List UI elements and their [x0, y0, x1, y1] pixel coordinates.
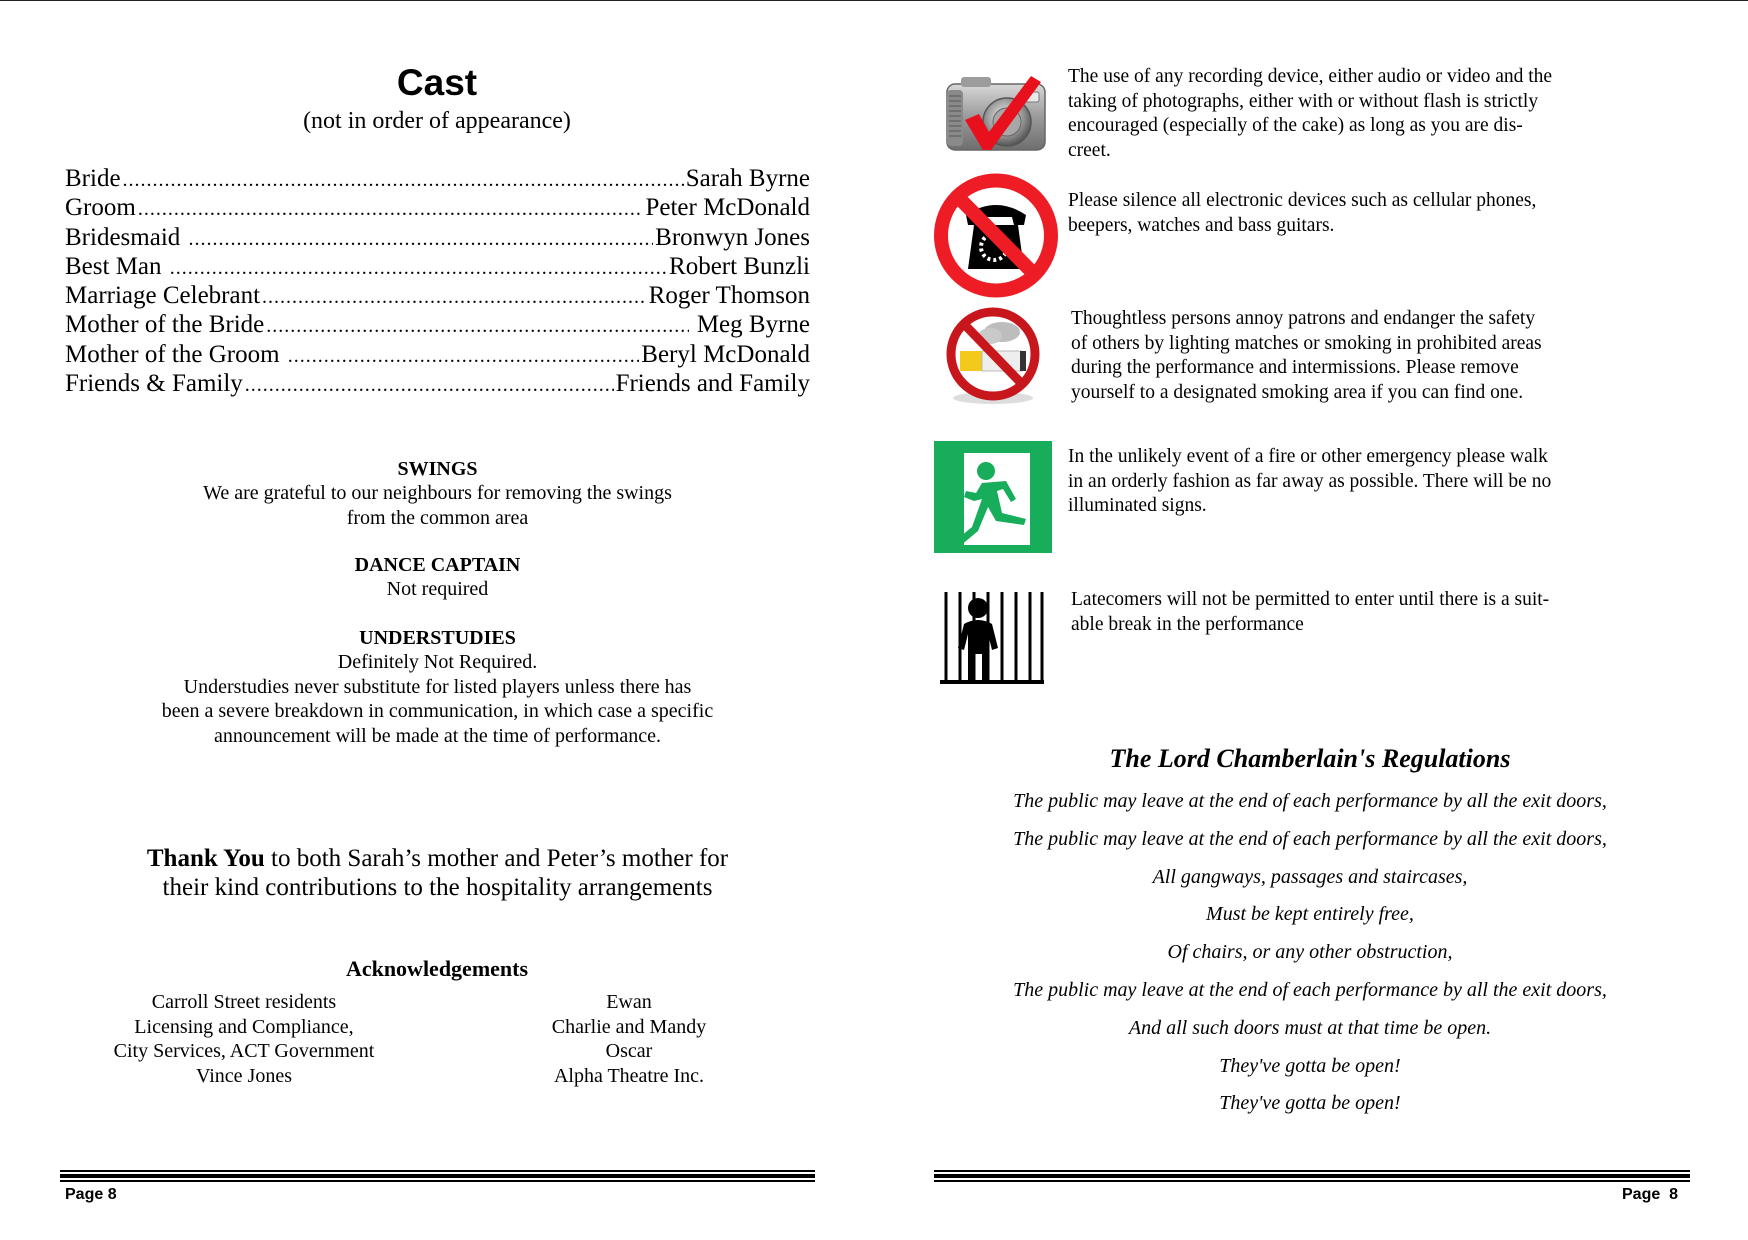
cast-role: Mother of the Groom [65, 340, 286, 368]
acknowledgements-title: Acknowledgements [345, 956, 529, 981]
swings-text-line: We are grateful to our neighbours for removing the swings [203, 482, 672, 504]
acknowledgement-item: Ewan [606, 991, 652, 1013]
acknowledgement-item: Charlie and Mandy [551, 1015, 707, 1038]
notice-line: during the performance and intermissions. Please remove [1071, 357, 1519, 378]
dance-captain-heading: DANCE CAPTAIN [354, 554, 521, 576]
dot-leader [170, 254, 667, 283]
cast-row [65, 193, 810, 222]
acknowledgement-item: Alpha Theatre Inc. [553, 1064, 705, 1087]
notice-line: yourself to a designated smoking area if you can find one. [1071, 381, 1524, 403]
cast-role: Bride [65, 165, 121, 192]
cast-role: Best Man [65, 252, 168, 280]
thank-you-rest: to both Sarah’s mother and Peter’s mother for [264, 845, 729, 872]
cast-actor: Friends and Family [615, 370, 810, 398]
understudies-heading: UNDERSTUDIES [359, 627, 516, 649]
dot-leader [138, 195, 644, 224]
cast-actor: Bronwyn Jones [655, 223, 810, 251]
no-phone-icon [934, 173, 1058, 298]
regulation-line: They've gotta be open! [1219, 1092, 1401, 1115]
thank-you-note [60, 844, 815, 902]
acknowledgement-item: Oscar [605, 1040, 653, 1062]
notice-line: in an orderly fashion as far away as possible. There will be no [1068, 470, 1552, 492]
dot-leader [262, 283, 647, 312]
dot-leader [123, 166, 684, 195]
notice-smoking [1071, 307, 1691, 405]
cast-actor: Roger Thomson [648, 282, 810, 310]
regulation-line: All gangways, passages and staircases, [1152, 865, 1468, 888]
regulation-line: The public may leave at the end of each performance by all the exit doors, [1013, 790, 1607, 812]
cast-list [65, 164, 810, 398]
cast-actor: Peter McDonald [645, 194, 810, 222]
dot-leader [266, 312, 688, 341]
notice-line: taking of photographs, either with or without flash is strictly [1068, 90, 1539, 112]
cast-row [65, 164, 810, 193]
acknowledgement-item: Vince Jones [196, 1064, 292, 1087]
thank-you-bold: Thank You [146, 845, 265, 872]
cast-row [65, 310, 810, 339]
dot-leader [288, 342, 639, 371]
notice-line: creet. [1068, 139, 1111, 161]
cast-row [65, 223, 810, 252]
acknowledgements-right-column [439, 990, 819, 1088]
understudies-text-line: announcement will be made at the time of performance. [213, 724, 662, 747]
notice-silence-devices [1068, 189, 1688, 238]
dance-captain-section [60, 553, 815, 602]
cast-subtitle: (not in order of appearance) [303, 108, 571, 134]
emergency-exit-icon [934, 441, 1052, 553]
understudies-text-line: been a severe breakdown in communication, in which case a specific [161, 700, 714, 722]
notice-line: Please silence all electronic devices such as cellular phones, [1068, 190, 1537, 211]
understudies-text-line: Definitely Not Required. [337, 651, 538, 673]
notice-line: encouraged (especially of the cake) as long as you are dis- [1068, 115, 1523, 136]
swings-heading: SWINGS [397, 458, 478, 480]
dot-leader [189, 225, 654, 254]
dot-leader [245, 371, 614, 400]
understudies-section [60, 626, 815, 748]
regulation-line: Of chairs, or any other obstruction, [1167, 941, 1453, 964]
regulation-line: Must be kept entirely free, [1206, 903, 1414, 926]
footer-rule-left [60, 1170, 815, 1182]
notice-emergency [1068, 445, 1688, 519]
regulation-line: The public may leave at the end of each performance by all the exit doors, [1013, 827, 1607, 850]
notice-recording [1068, 65, 1688, 163]
notice-line: In the unlikely event of a fire or other emergency please walk [1068, 446, 1548, 467]
cast-row [65, 252, 810, 281]
cast-role: Marriage Celebrant [65, 282, 261, 310]
cast-row [65, 369, 810, 398]
regulation-line: They've gotta be open! [1219, 1054, 1401, 1077]
notice-line: of others by lighting matches or smoking in prohibited areas [1071, 332, 1542, 354]
cast-role: Mother of the Bride [65, 311, 265, 339]
cast-role: Groom [65, 194, 136, 222]
cast-actor: Meg Byrne [690, 311, 810, 339]
notice-line: Thoughtless persons annoy patrons and endanger the safety [1071, 308, 1536, 329]
regulation-line: The public may leave at the end of each performance by all the exit doors, [1013, 978, 1607, 1001]
notice-line: The use of any recording device, either audio or video and the [1068, 66, 1553, 87]
thank-you-line-1 [60, 844, 815, 873]
acknowledgement-item: Carroll Street residents [151, 991, 337, 1013]
thank-you-line-2: their kind contributions to the hospitality arrangements [162, 874, 713, 901]
dance-captain-text: Not required [386, 578, 489, 600]
cast-row [65, 281, 810, 310]
cast-actor: Beryl McDonald [641, 340, 810, 368]
notice-latecomers [1071, 588, 1691, 637]
notice-line: beepers, watches and bass guitars. [1068, 214, 1335, 236]
swings-section [60, 457, 815, 530]
cast-actor: Sarah Byrne [685, 165, 810, 192]
page-top-edge [0, 0, 1748, 1]
cast-actor: Robert Bunzli [669, 252, 810, 280]
jail-icon [938, 588, 1046, 685]
notice-line: Latecomers will not be permitted to enter until there is a suit- [1071, 589, 1550, 610]
regulations-lines [930, 786, 1690, 1126]
understudies-text-line: Understudies never substitute for listed players unless there has [183, 675, 692, 698]
acknowledgements-left-column [54, 990, 434, 1088]
page-number-left: Page 8 [65, 1186, 117, 1203]
regulations-title: The Lord Chamberlain's Regulations [1109, 744, 1511, 773]
regulation-line: And all such doors must at that time be open. [1128, 1016, 1492, 1039]
notice-line: able break in the performance [1071, 613, 1304, 635]
no-smoking-icon [940, 306, 1047, 406]
swings-text-line: from the common area [346, 506, 529, 529]
cast-role: Bridesmaid [65, 223, 187, 251]
acknowledgement-item: Licensing and Compliance, [134, 1015, 354, 1038]
camera-check-icon [943, 72, 1049, 154]
cast-row [65, 340, 810, 369]
cast-role: Friends & Family [65, 370, 243, 398]
cast-title: Cast [396, 62, 478, 103]
page-number-right: Page 8 [1622, 1186, 1679, 1203]
notice-line: illuminated signs. [1068, 495, 1207, 516]
acknowledgement-item: City Services, ACT Government [113, 1040, 375, 1062]
footer-rule-right [934, 1170, 1690, 1182]
